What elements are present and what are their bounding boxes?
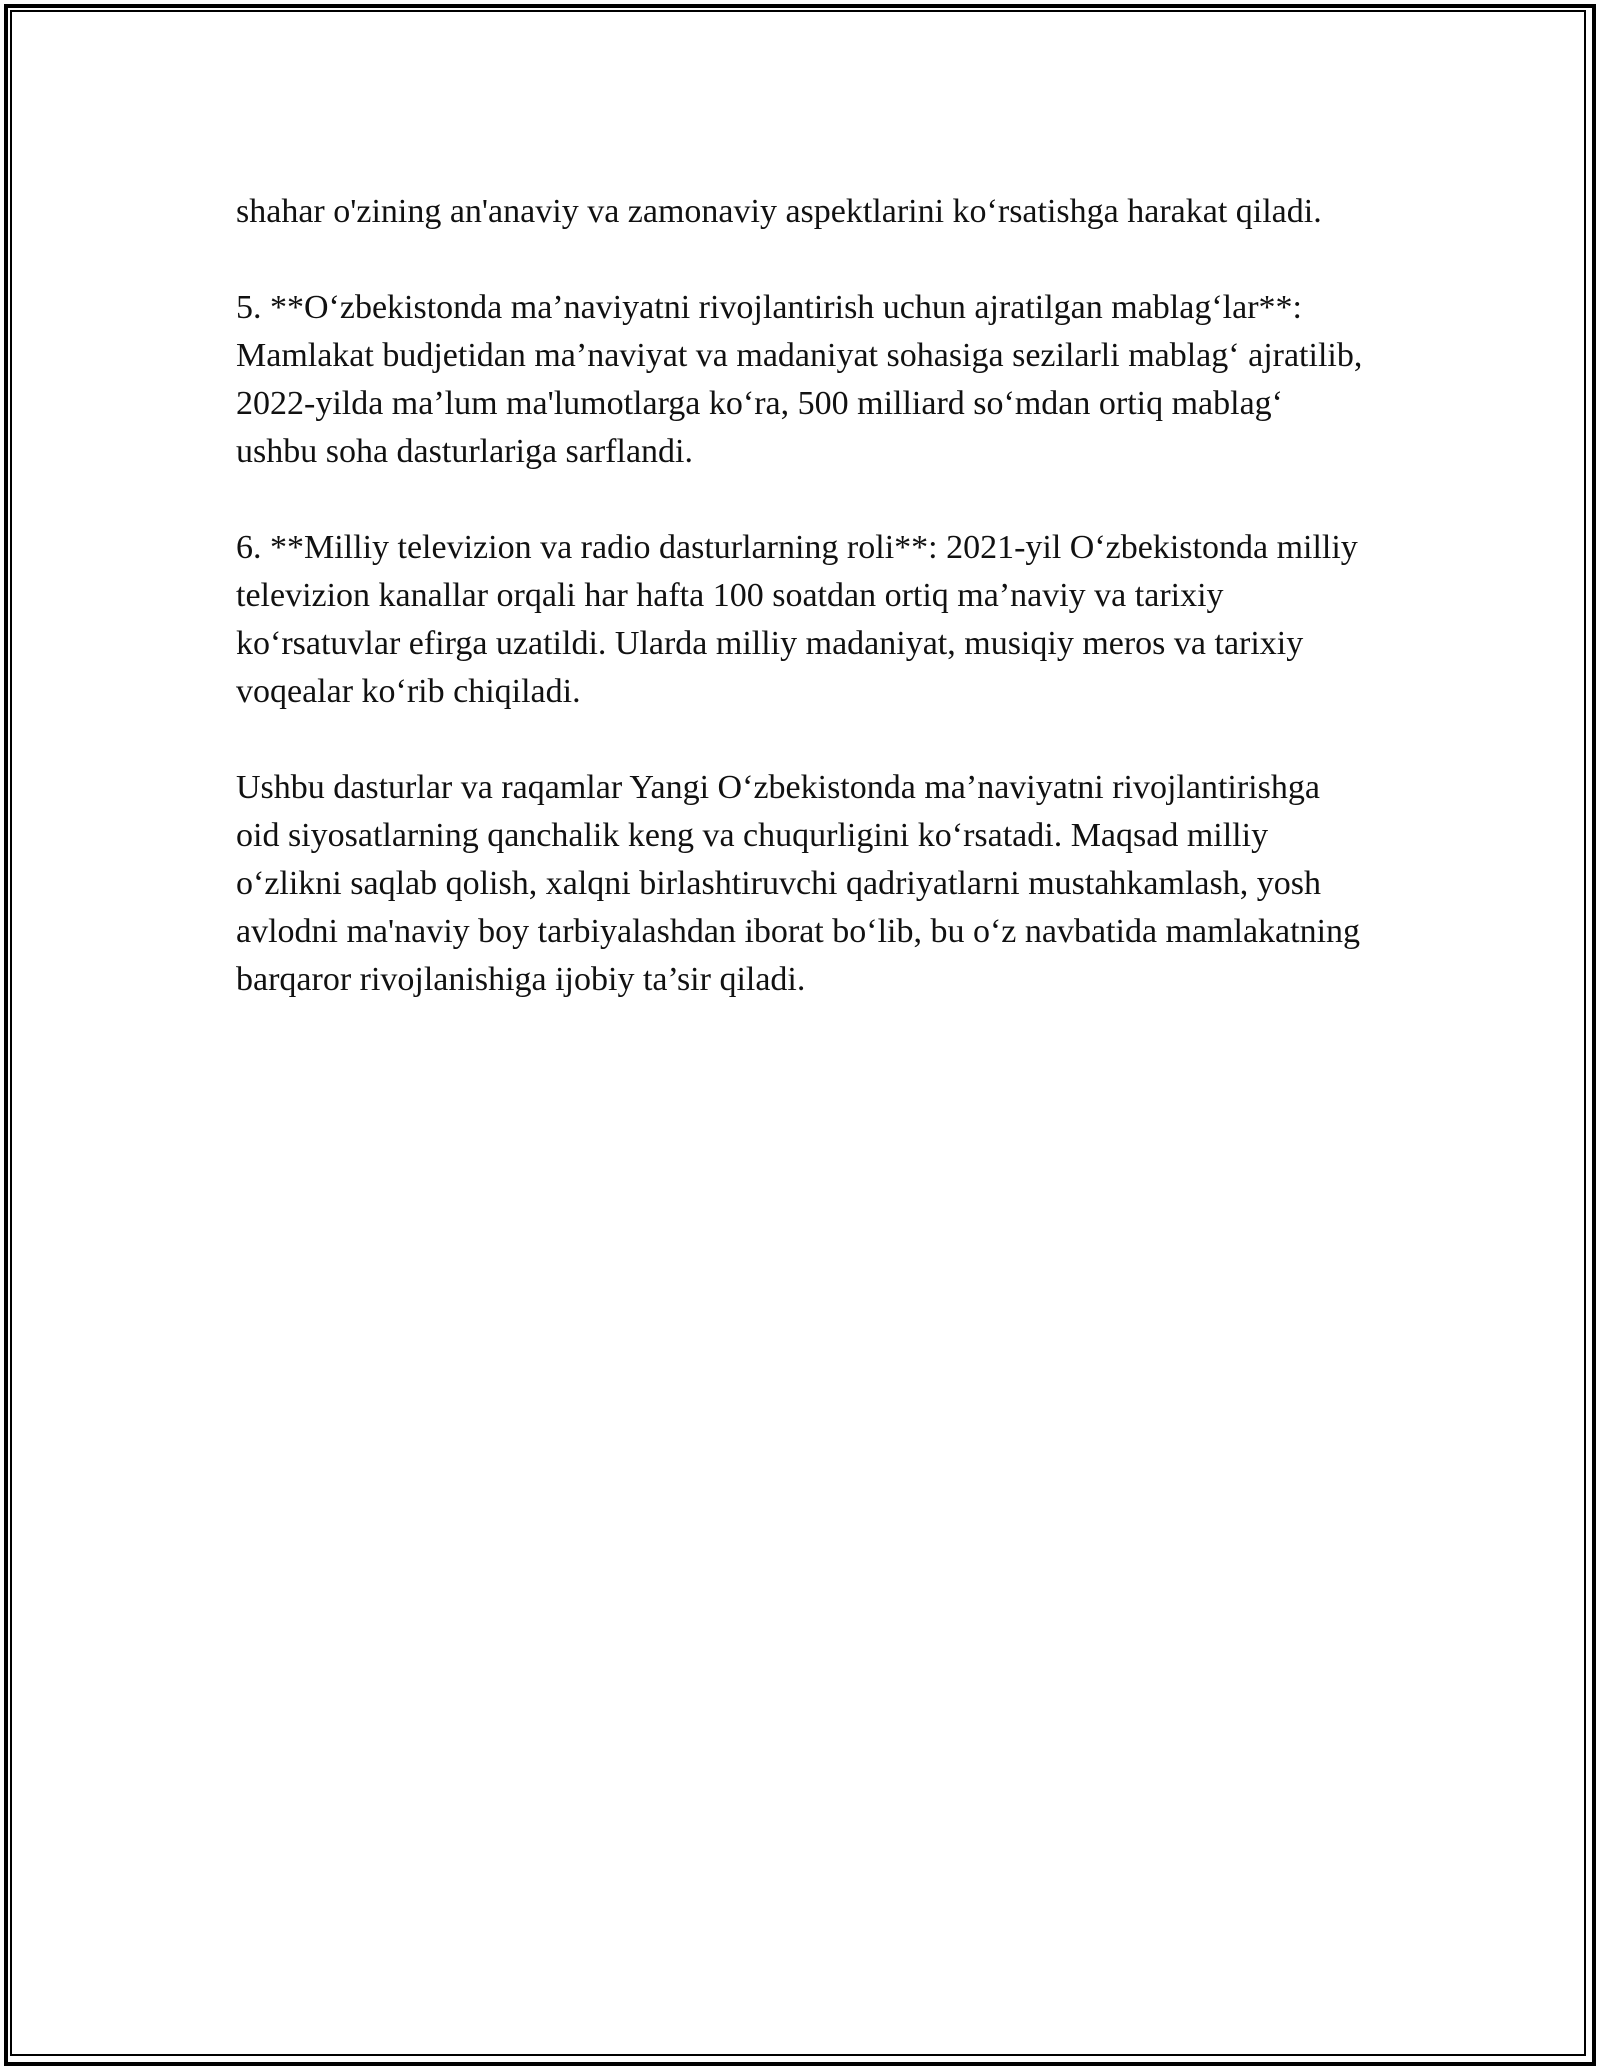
paragraph-item-6: 6. **Milliy televizion va radio dasturlarning roli**: 2021-yil O‘zbekistonda milliy televizion kanallar orqali har hafta 100 soatdan ortiq ma’naviy va tarixiy ko‘rsatuvlar efirga uzatildi. Ularda milliy madaniyat, musiqiy meros va tarixiy voqealar ko‘rib chiqiladi. (236, 529, 1358, 710)
paragraph-conclusion: Ushbu dasturlar va raqamlar Yangi O‘zbekistonda ma’naviyatni rivojlantirishga oid siyosatlarning qanchalik keng va chuqurligini ko‘rsatadi. Maqsad milliy o‘zlikni saqlab qolish, xalqni birlashtiruvchi qadriyatlarni mustahkamlash, yosh avlodni ma'naviy boy tarbiyalashdan iborat bo‘lib, bu o‘z navbatida mamlakatning barqaror rivojlanishiga ijobiy ta’sir qiladi. (236, 769, 1361, 998)
document-body (236, 188, 1366, 1052)
paragraph-item-5: 5. **O‘zbekistonda ma’naviyatni rivojlantirish uchun ajratilgan mablag‘lar**: Mamlakat budjetidan ma’naviyat va madaniyat sohasiga sezilarli mablag‘ ajratilib, 2022-yilda ma’lum ma'lumotlarga ko‘ra, 500 milliard so‘mdan ortiq mablag‘ ushbu soha dasturlariga sarflandi. (236, 289, 1363, 470)
paragraph-continuation: shahar o'zining an'anaviy va zamonaviy aspektlarini ko‘rsatishga harakat qiladi. (236, 193, 1322, 230)
